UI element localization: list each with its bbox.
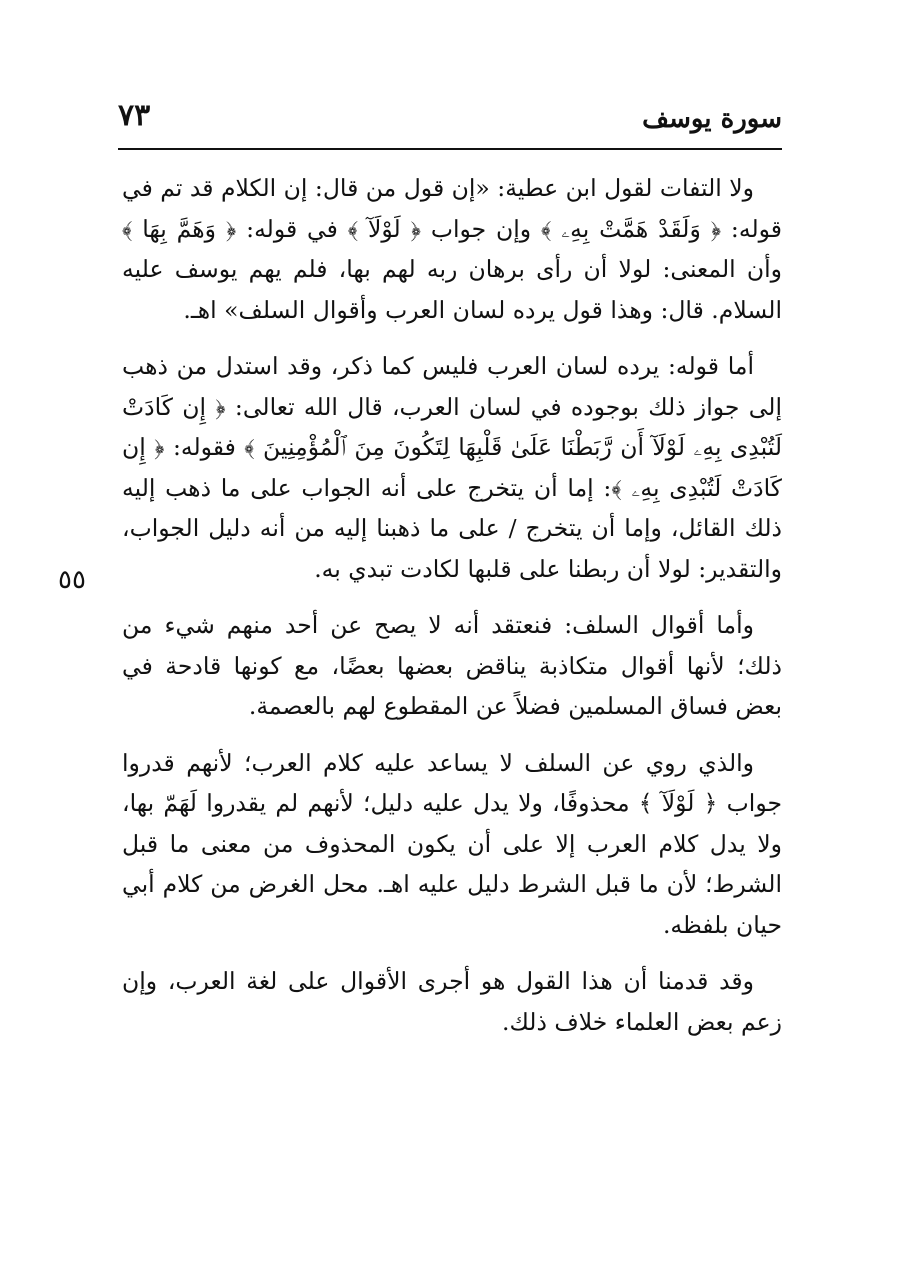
paragraph: ولا التفات لقول ابن عطية: «إن قول من قال: إن الكلام قد تم في قوله: ﴿ وَلَقَدْ هَمَّتْ بِهِۦ ﴾ وإن جواب ﴿ لَوْلَآ ﴾ في قوله: ﴿ وَهَمَّ بِهَا ﴾ وأن المعنى: لولا أن رأى برهان ربه لهم بها، فلم يهم يوسف عليه السلام. قال: وهذا قول يرده لسان العرب وأقوال السلف» اهـ. <box>121 174 782 324</box>
paragraph: أما قوله: يرده لسان العرب فليس كما ذكر، وقد استدل من ذهب إلى جواز ذلك بوجوده في لسان العرب، قال الله تعالى: ﴿ إِن كَادَتْ لَتُبْدِى بِهِۦ لَوْلَآ أَن رَّبَطْنَا عَلَىٰ قَلْبِهَا لِتَكُونَ مِنَ ٱلْمُؤْمِنِينَ ﴾ فقوله: ﴿ إِن كَادَتْ لَتُبْدِى بِهِۦ ﴾: إما أن يتخرج على أنه الجواب على ما ذهب إليه ذلك القائل، وإما أن يتخرج / على ما ذهبنا إليه من أنه دليل الجواب، والتقدير: لولا أن ربطنا على قلبها لكادت تبدي به. <box>122 352 782 583</box>
page-header <box>118 96 782 150</box>
body-text <box>122 168 782 1058</box>
paragraph: وأما أقوال السلف: فنعتقد أنه لا يصح عن أحد منهم شيء من ذلك؛ لأنها أقوال متكاذبة يناقض بعضها بعضًا، مع كونها قادحة في بعض فساق المسلمين فضلاً عن المقطوع لهم بالعصمة. <box>122 611 782 720</box>
paragraph: وقد قدمنا أن هذا القول هو أجرى الأقوال على لغة العرب، وإن زعم بعض العلماء خلاف ذلك. <box>122 967 782 1036</box>
running-title: سورة يوسف <box>642 104 782 134</box>
manuscript-page-marker: ٥٥ <box>58 565 86 595</box>
paragraph: والذي روي عن السلف لا يساعد عليه كلام العرب؛ لأنهم قدروا جواب ﴿ لَوْلَآ ﴾ محذوفًا، ولا يدل عليه دليل؛ لأنهم لم يقدروا لَهَمّ بها، ولا يدل كلام العرب إلا على أن يكون المحذوف من معنى ما قبل الشرط؛ لأن ما قبل الشرط دليل عليه اهـ. محل الغرض من كلام أبي حيان بلفظه. <box>122 748 782 939</box>
page-number: ٧٣ <box>118 98 151 133</box>
